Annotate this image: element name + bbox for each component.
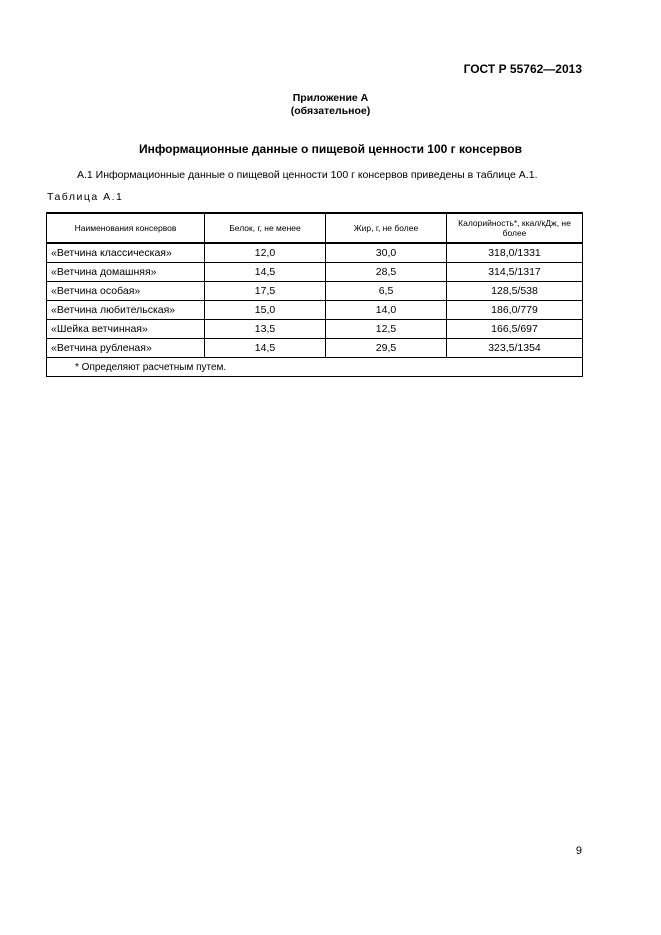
table-footnote-row (47, 358, 583, 377)
cell-name: «Ветчина домашняя» (47, 263, 205, 282)
page-number: 9 (575, 845, 582, 857)
nutrition-table (46, 212, 583, 377)
table-footnote: * Определяют расчетным путем. (47, 358, 583, 377)
table-row (47, 339, 583, 358)
cell-protein: 14,5 (205, 263, 326, 282)
table-row (47, 301, 583, 320)
document-code: ГОСТ Р 55762—2013 (463, 62, 582, 76)
cell-name: «Ветчина любительская» (47, 301, 205, 320)
cell-calories: 323,5/1354 (447, 339, 583, 358)
cell-fat: 14,0 (326, 301, 447, 320)
cell-name: «Ветчина классическая» (47, 243, 205, 263)
cell-calories: 186,0/779 (447, 301, 583, 320)
cell-fat: 28,5 (326, 263, 447, 282)
cell-calories: 166,5/697 (447, 320, 583, 339)
header-calories: Калорийность*, ккал/кДж, не более (447, 213, 583, 243)
intro-paragraph: А.1 Информационные данные о пищевой ценности 100 г консервов приведены в таблице А.1. (77, 169, 538, 181)
section-title: Информационные данные о пищевой ценности 100 г консервов (138, 142, 523, 156)
table-row (47, 243, 583, 263)
cell-name: «Ветчина рубленая» (47, 339, 205, 358)
annex-note: (обязательное) (290, 105, 371, 117)
header-name: Наименования консервов (47, 213, 205, 243)
cell-calories: 314,5/1317 (447, 263, 583, 282)
table-row (47, 282, 583, 301)
cell-calories: 128,5/538 (447, 282, 583, 301)
cell-protein: 17,5 (205, 282, 326, 301)
cell-fat: 29,5 (326, 339, 447, 358)
cell-fat: 12,5 (326, 320, 447, 339)
cell-fat: 30,0 (326, 243, 447, 263)
header-protein: Белок, г, не менее (205, 213, 326, 243)
table-row (47, 263, 583, 282)
table-header-row (47, 213, 583, 243)
header-fat: Жир, г, не более (326, 213, 447, 243)
cell-protein: 15,0 (205, 301, 326, 320)
annex-title: Приложение А (292, 92, 369, 104)
cell-fat: 6,5 (326, 282, 447, 301)
cell-name: «Ветчина особая» (47, 282, 205, 301)
cell-protein: 12,0 (205, 243, 326, 263)
cell-calories: 318,0/1331 (447, 243, 583, 263)
cell-name: «Шейка ветчинная» (47, 320, 205, 339)
table-row (47, 320, 583, 339)
cell-protein: 14,5 (205, 339, 326, 358)
cell-protein: 13,5 (205, 320, 326, 339)
table-caption: Таблица А.1 (47, 191, 124, 203)
